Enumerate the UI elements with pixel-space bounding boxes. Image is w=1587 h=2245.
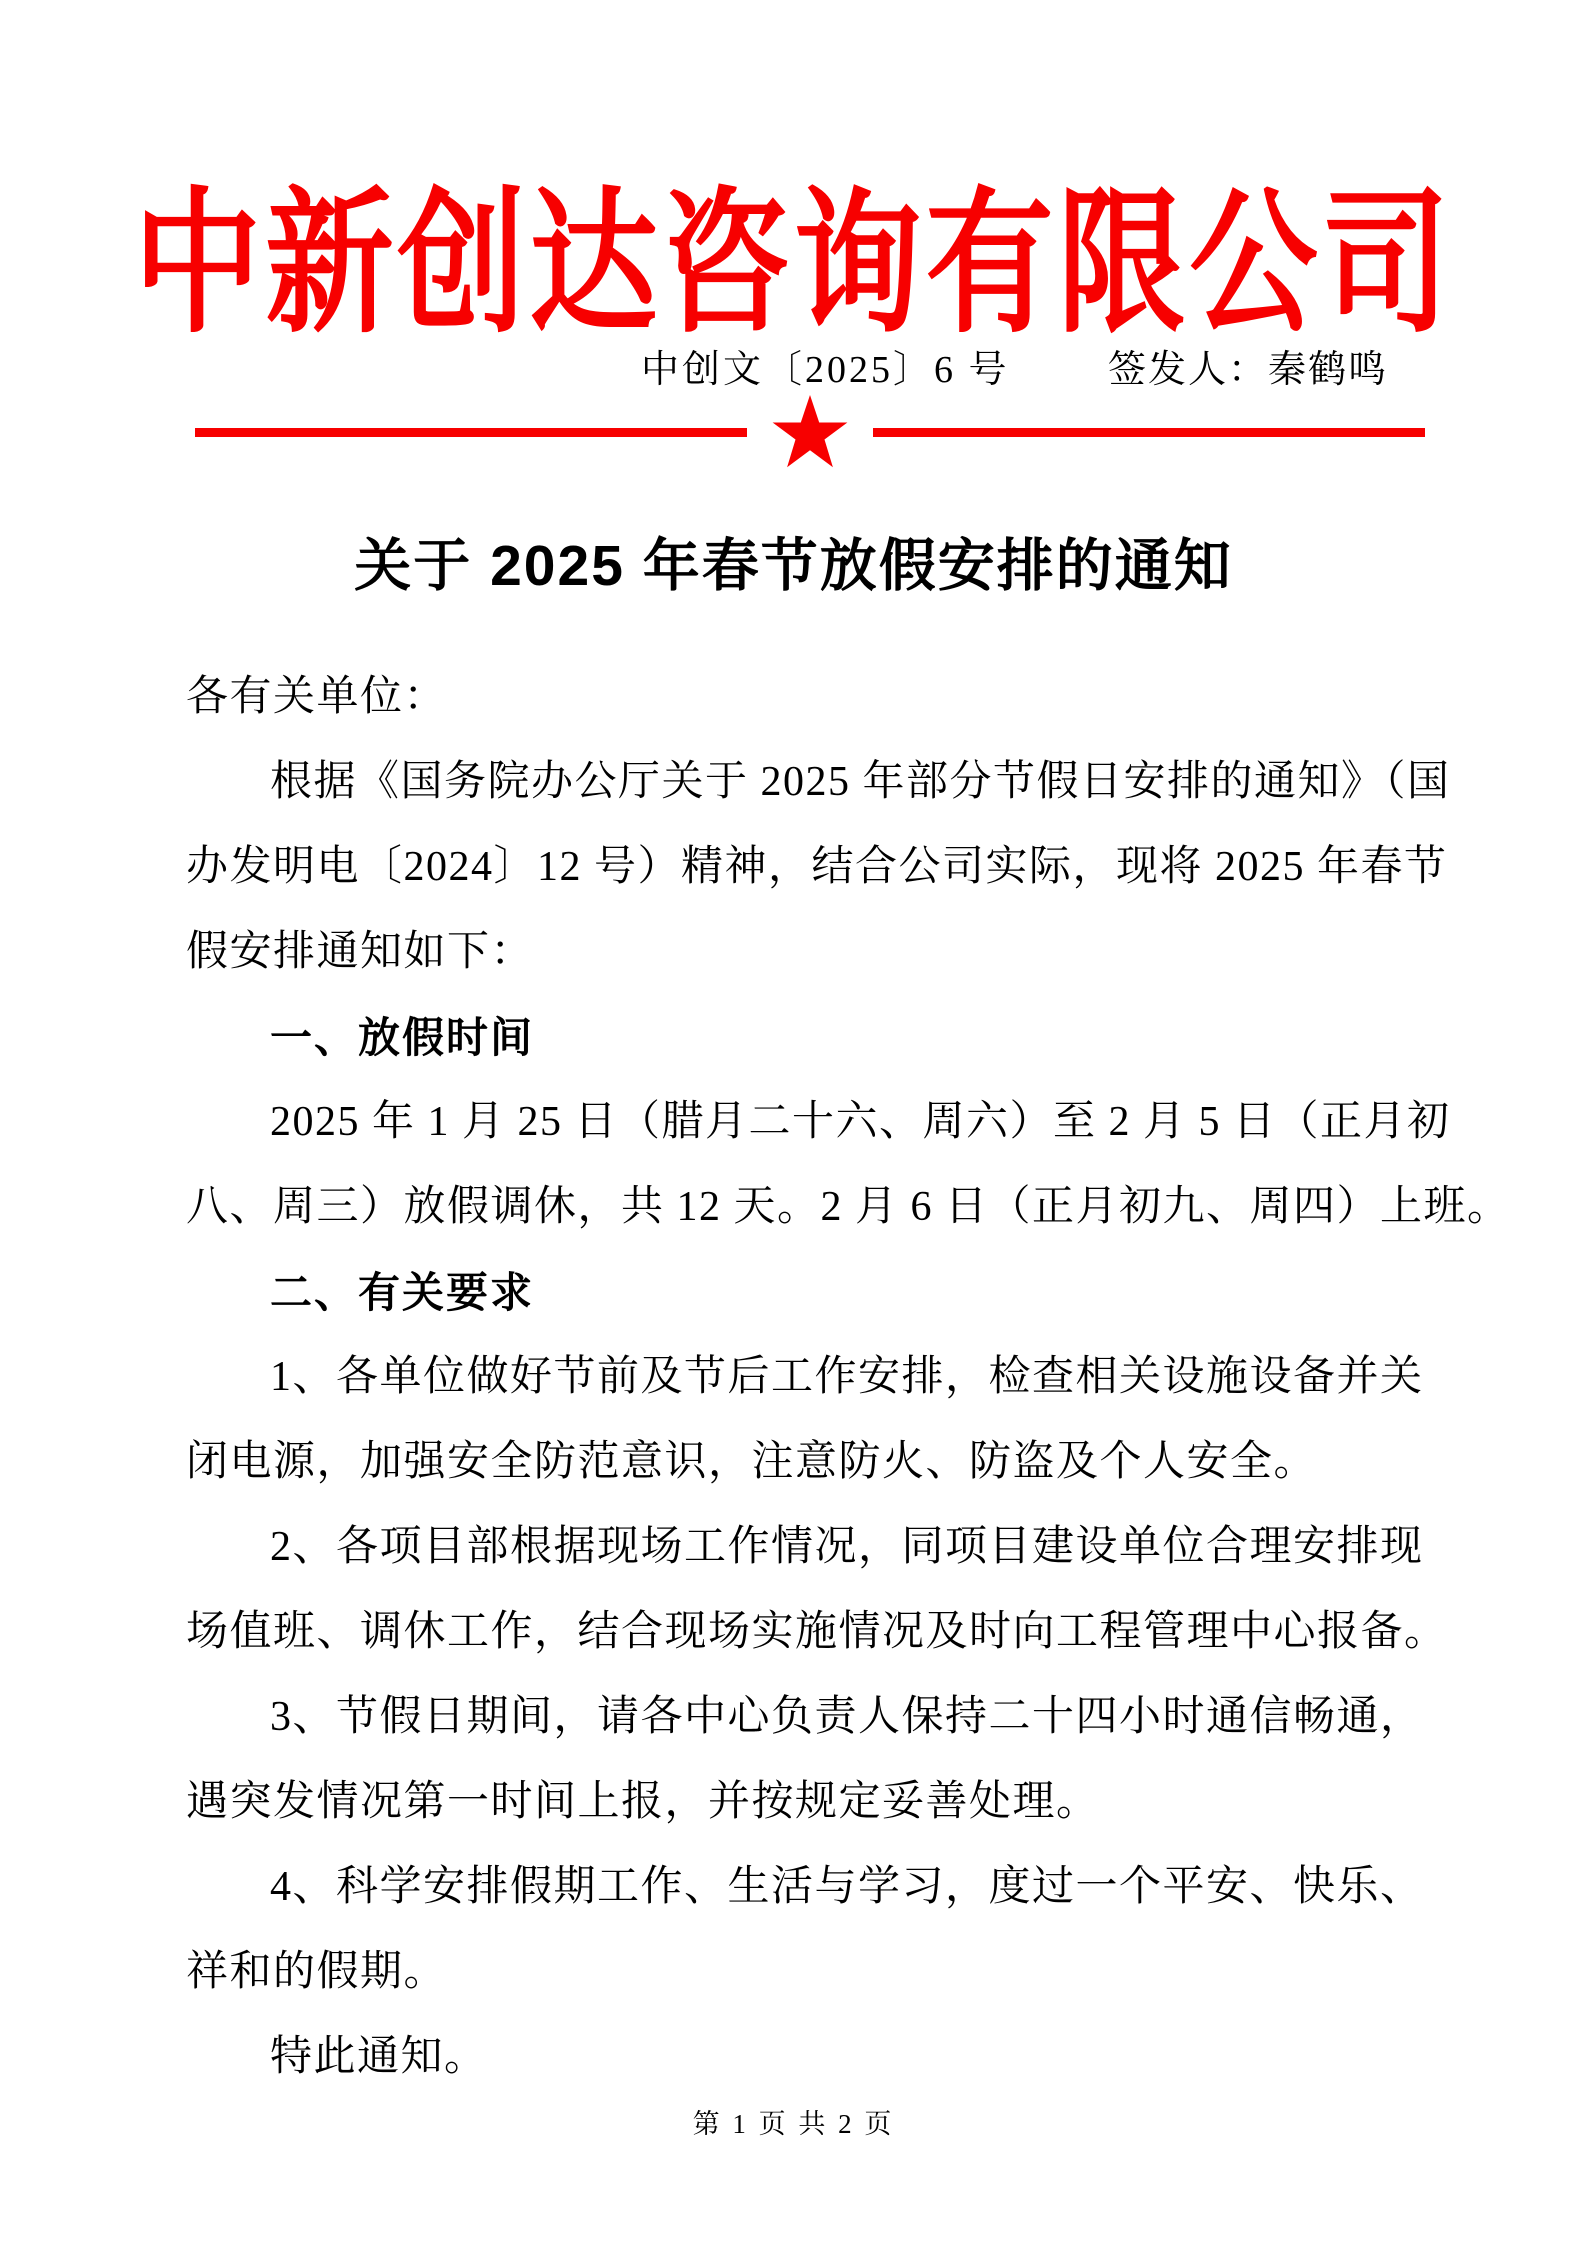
body-line: 3、节假日期间，请各中心负责人保持二十四小时通信畅通， — [270, 1694, 1424, 1740]
body-section-heading: 二、有关要求 — [270, 1269, 535, 1316]
body-line: 办发明电〔2024〕12 号）精神，结合公司实际，现将 2025 年春节 — [186, 844, 1448, 890]
body-line: 2、各项目部根据现场工作情况，同项目建设单位合理安排现 — [270, 1524, 1424, 1570]
red-star-icon — [771, 395, 849, 469]
issuer-name: 签发人：秦鹤鸣 — [1108, 349, 1389, 391]
body-section-heading: 一、放假时间 — [270, 1014, 535, 1061]
body-line: 1、各单位做好节前及节后工作安排，检查相关设施设备并关 — [270, 1354, 1424, 1400]
body-line: 八、周三）放假调休，共 12 天。2 月 6 日（正月初九、周四）上班。 — [186, 1184, 1511, 1230]
body-line: 各有关单位： — [186, 674, 448, 720]
body-line: 4、科学安排假期工作、生活与学习，度过一个平安、快乐、 — [270, 1864, 1424, 1910]
document-title: 关于 2025 年春节放假安排的通知 — [354, 534, 1233, 598]
body-line: 特此通知。 — [270, 2034, 488, 2080]
document-number: 中创文〔2025〕6 号 — [641, 349, 1010, 391]
divider-line-right — [873, 428, 1425, 437]
document-body — [186, 655, 1511, 2100]
divider-line-left — [195, 428, 747, 437]
body-line: 遇突发情况第一时间上报，并按规定妥善处理。 — [186, 1779, 1100, 1825]
body-line: 闭电源，加强安全防范意识，注意防火、防盗及个人安全。 — [186, 1439, 1318, 1485]
body-line: 假安排通知如下： — [186, 929, 535, 975]
company-name-masthead: 中新创达咨询有限公司 — [133, 178, 1454, 352]
body-line: 场值班、调休工作，结合现场实施情况及时向工程管理中心报备。 — [186, 1609, 1448, 1655]
document-meta-row — [0, 338, 1587, 391]
page-number-indicator: 第 1 页 共 2 页 — [692, 2109, 895, 2139]
body-line: 祥和的假期。 — [186, 1949, 448, 1995]
body-line: 根据《国务院办公厅关于 2025 年部分节假日安排的通知》（国 — [270, 759, 1451, 805]
body-line: 2025 年 1 月 25 日（腊月二十六、周六）至 2 月 5 日（正月初 — [270, 1099, 1451, 1145]
red-divider-rule — [195, 394, 1425, 470]
